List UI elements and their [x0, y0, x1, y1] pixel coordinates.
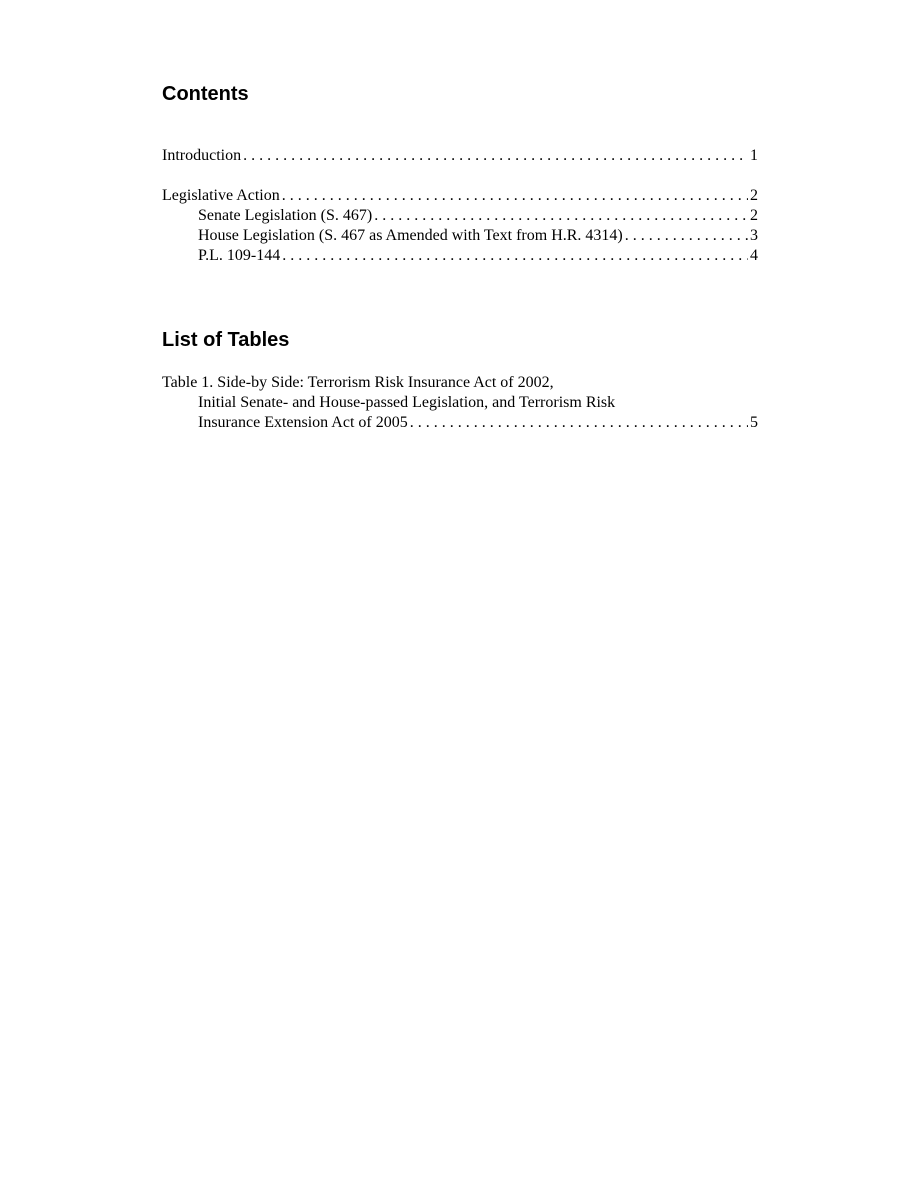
table-entry-line-2[interactable]: Initial Senate- and House-passed Legislation, and Terrorism Risk	[198, 394, 616, 411]
toc-entry-legislative-action[interactable]	[162, 186, 758, 206]
toc-entry-page: 3	[750, 227, 758, 244]
dot-leader	[243, 146, 748, 166]
toc-entry-public-law[interactable]	[162, 246, 758, 266]
dot-leader	[625, 226, 748, 246]
toc-entry-title: Legislative Action	[162, 187, 280, 204]
dot-leader	[282, 246, 748, 266]
toc-entry-page: 1	[750, 147, 758, 164]
table-of-contents	[162, 146, 758, 266]
toc-entry-title: Senate Legislation (S. 467)	[198, 207, 373, 224]
contents-heading: Contents	[162, 83, 249, 105]
table-entry-page: 5	[750, 414, 758, 431]
dot-leader	[282, 186, 748, 206]
toc-entry-senate-legislation[interactable]	[162, 206, 758, 226]
toc-entry-house-legislation[interactable]	[162, 226, 758, 246]
toc-entry-title: House Legislation (S. 467 as Amended with Text from H.R. 4314)	[198, 227, 623, 244]
toc-entry-title: P.L. 109-144	[198, 247, 281, 264]
toc-entry-page: 4	[750, 247, 758, 264]
table-entry-line-1[interactable]: Table 1. Side-by Side: Terrorism Risk Insurance Act of 2002,	[162, 374, 554, 391]
toc-entry-title: Introduction	[162, 147, 242, 164]
dot-leader	[374, 206, 748, 226]
dot-leader	[410, 413, 748, 433]
table-entry-title-end: Insurance Extension Act of 2005	[198, 414, 408, 431]
toc-entry-page: 2	[750, 207, 758, 224]
list-of-tables-heading: List of Tables	[162, 329, 290, 351]
toc-entry-introduction[interactable]	[162, 146, 758, 166]
list-of-tables	[162, 373, 758, 433]
table-entry-line-3[interactable]	[162, 413, 758, 433]
toc-entry-page: 2	[750, 187, 758, 204]
